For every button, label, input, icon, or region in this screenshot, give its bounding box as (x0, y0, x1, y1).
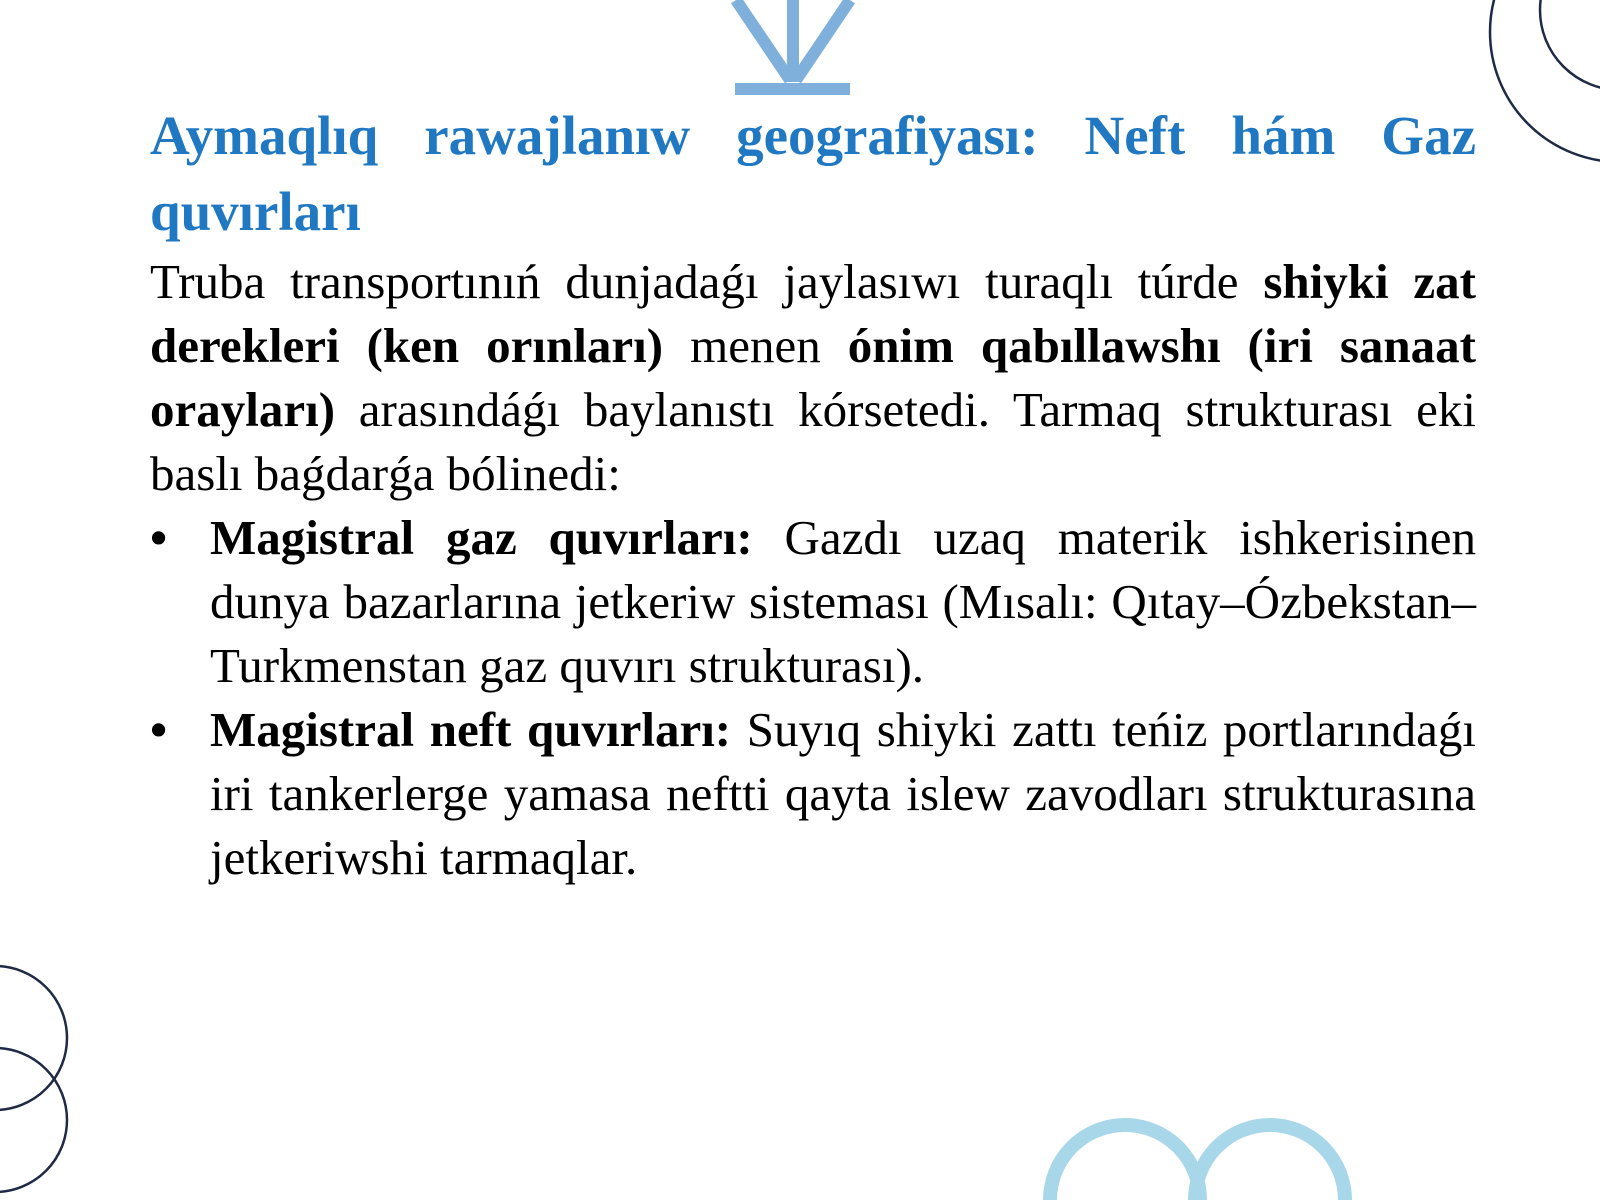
intro-paragraph (150, 250, 1476, 506)
bullet-marker: • (150, 702, 168, 757)
bullet-item-oil (150, 698, 1476, 890)
bullet-text-oil: Suyıq shiyki zattı teńiz portlarındaǵı iri tankerlerge yamasa neftti qayta islew zavodları strukturasına jetkeriwshi tarmaqlar. (210, 702, 1477, 885)
arrow-down-icon (735, 0, 850, 89)
intro-bold-2: ónim qabıllawshı (iri sanaat orayları) (150, 318, 1476, 437)
slide-content (150, 98, 1476, 890)
bullet-item-gas (150, 506, 1476, 698)
intro-text-1: Truba transportınıń dunjadaǵı jaylasıwı turaqlı túrde (150, 254, 1264, 309)
bullet-heading-oil: Magistral neft quvırları: (210, 702, 732, 757)
corner-arcs-top-right (1490, 0, 1600, 162)
slide-title: Aymaqlıq rawajlanıw geografiyası: Neft hám Gaz quvırları (150, 105, 1476, 242)
corner-loops-bottom-left (0, 966, 67, 1192)
intro-bold-1: shiyki zat derekleri (ken orınları) (150, 254, 1476, 373)
waves-bottom (1050, 1125, 1345, 1200)
bullet-marker: • (150, 510, 168, 565)
intro-text-3: arasındáǵı baylanıstı kórsetedi. Tarmaq strukturası eki baslı baǵdarǵa bólinedi: (150, 382, 1476, 501)
bullet-list (150, 506, 1476, 890)
bullet-heading-gas: Magistral gaz quvırları: (210, 510, 753, 565)
bullet-text-gas: Gazdı uzaq materik ishkerisinen dunya bazarlarına jetkeriw sisteması (Mısalı: Qıtay–Ózbekstan–Turkmenstan gaz quvırı strukturası). (210, 510, 1476, 693)
intro-text-2: menen (663, 318, 848, 373)
